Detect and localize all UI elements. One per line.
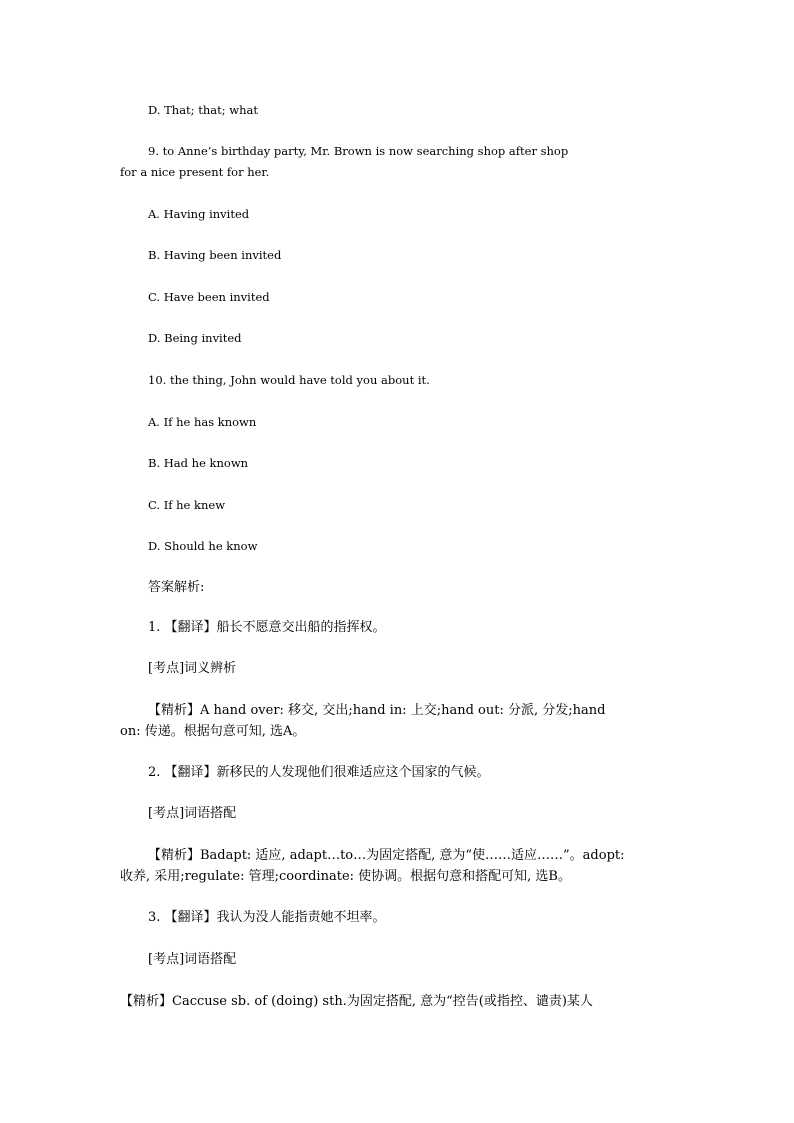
answer1-point: [考点]词义辨析	[148, 661, 237, 676]
answer3-analysis-line1: 【精析】Caccuse sb. of (doing) sth.为固定搭配, 意为“控告(或指控、谴责)某人	[120, 994, 593, 1009]
answer2-analysis-line2: 收养, 采用;regulate: 管理;coordinate: 使协调。根据句意和搭配可知, 选B。	[120, 869, 571, 884]
answer2-analysis-line1: 【精析】Badapt: 适应, adapt…to…为固定搭配, 意为“使……适应……”。adopt:	[148, 848, 625, 863]
answer1-analysis-line1: 【精析】A hand over: 移交, 交出;hand in: 上交;hand out: 分派, 分发;hand	[148, 703, 606, 718]
q9-option-b: B. Having been invited	[148, 248, 282, 262]
q8-option-d: D. That; that; what	[148, 103, 258, 117]
q9-stem-line1: 9. to Anne’s birthday party, Mr. Brown is now searching shop after shop	[148, 144, 569, 158]
q9-stem-line2: for a nice present for her.	[120, 165, 270, 179]
answer3-translation: 3. 【翻译】我认为没人能指责她不坦率。	[148, 910, 386, 925]
q10-option-d: D. Should he know	[148, 539, 258, 553]
answers-heading: 答案解析:	[148, 580, 205, 595]
q10-option-a: A. If he has known	[148, 415, 257, 429]
q10-stem: 10. the thing, John would have told you about it.	[148, 373, 430, 387]
answer2-point: [考点]词语搭配	[148, 806, 237, 821]
answer2-translation: 2. 【翻译】新移民的人发现他们很难适应这个国家的气候。	[148, 765, 490, 780]
q9-option-c: C. Have been invited	[148, 290, 270, 304]
q9-option-d: D. Being invited	[148, 331, 242, 345]
answer1-analysis-line2: on: 传递。根据句意可知, 选A。	[120, 724, 306, 739]
q10-option-b: B. Had he known	[148, 456, 249, 470]
q9-option-a: A. Having invited	[148, 207, 250, 221]
answer3-point: [考点]词语搭配	[148, 952, 237, 967]
q10-option-c: C. If he knew	[148, 498, 226, 512]
answer1-translation: 1. 【翻译】船长不愿意交出船的指挥权。	[148, 620, 386, 635]
